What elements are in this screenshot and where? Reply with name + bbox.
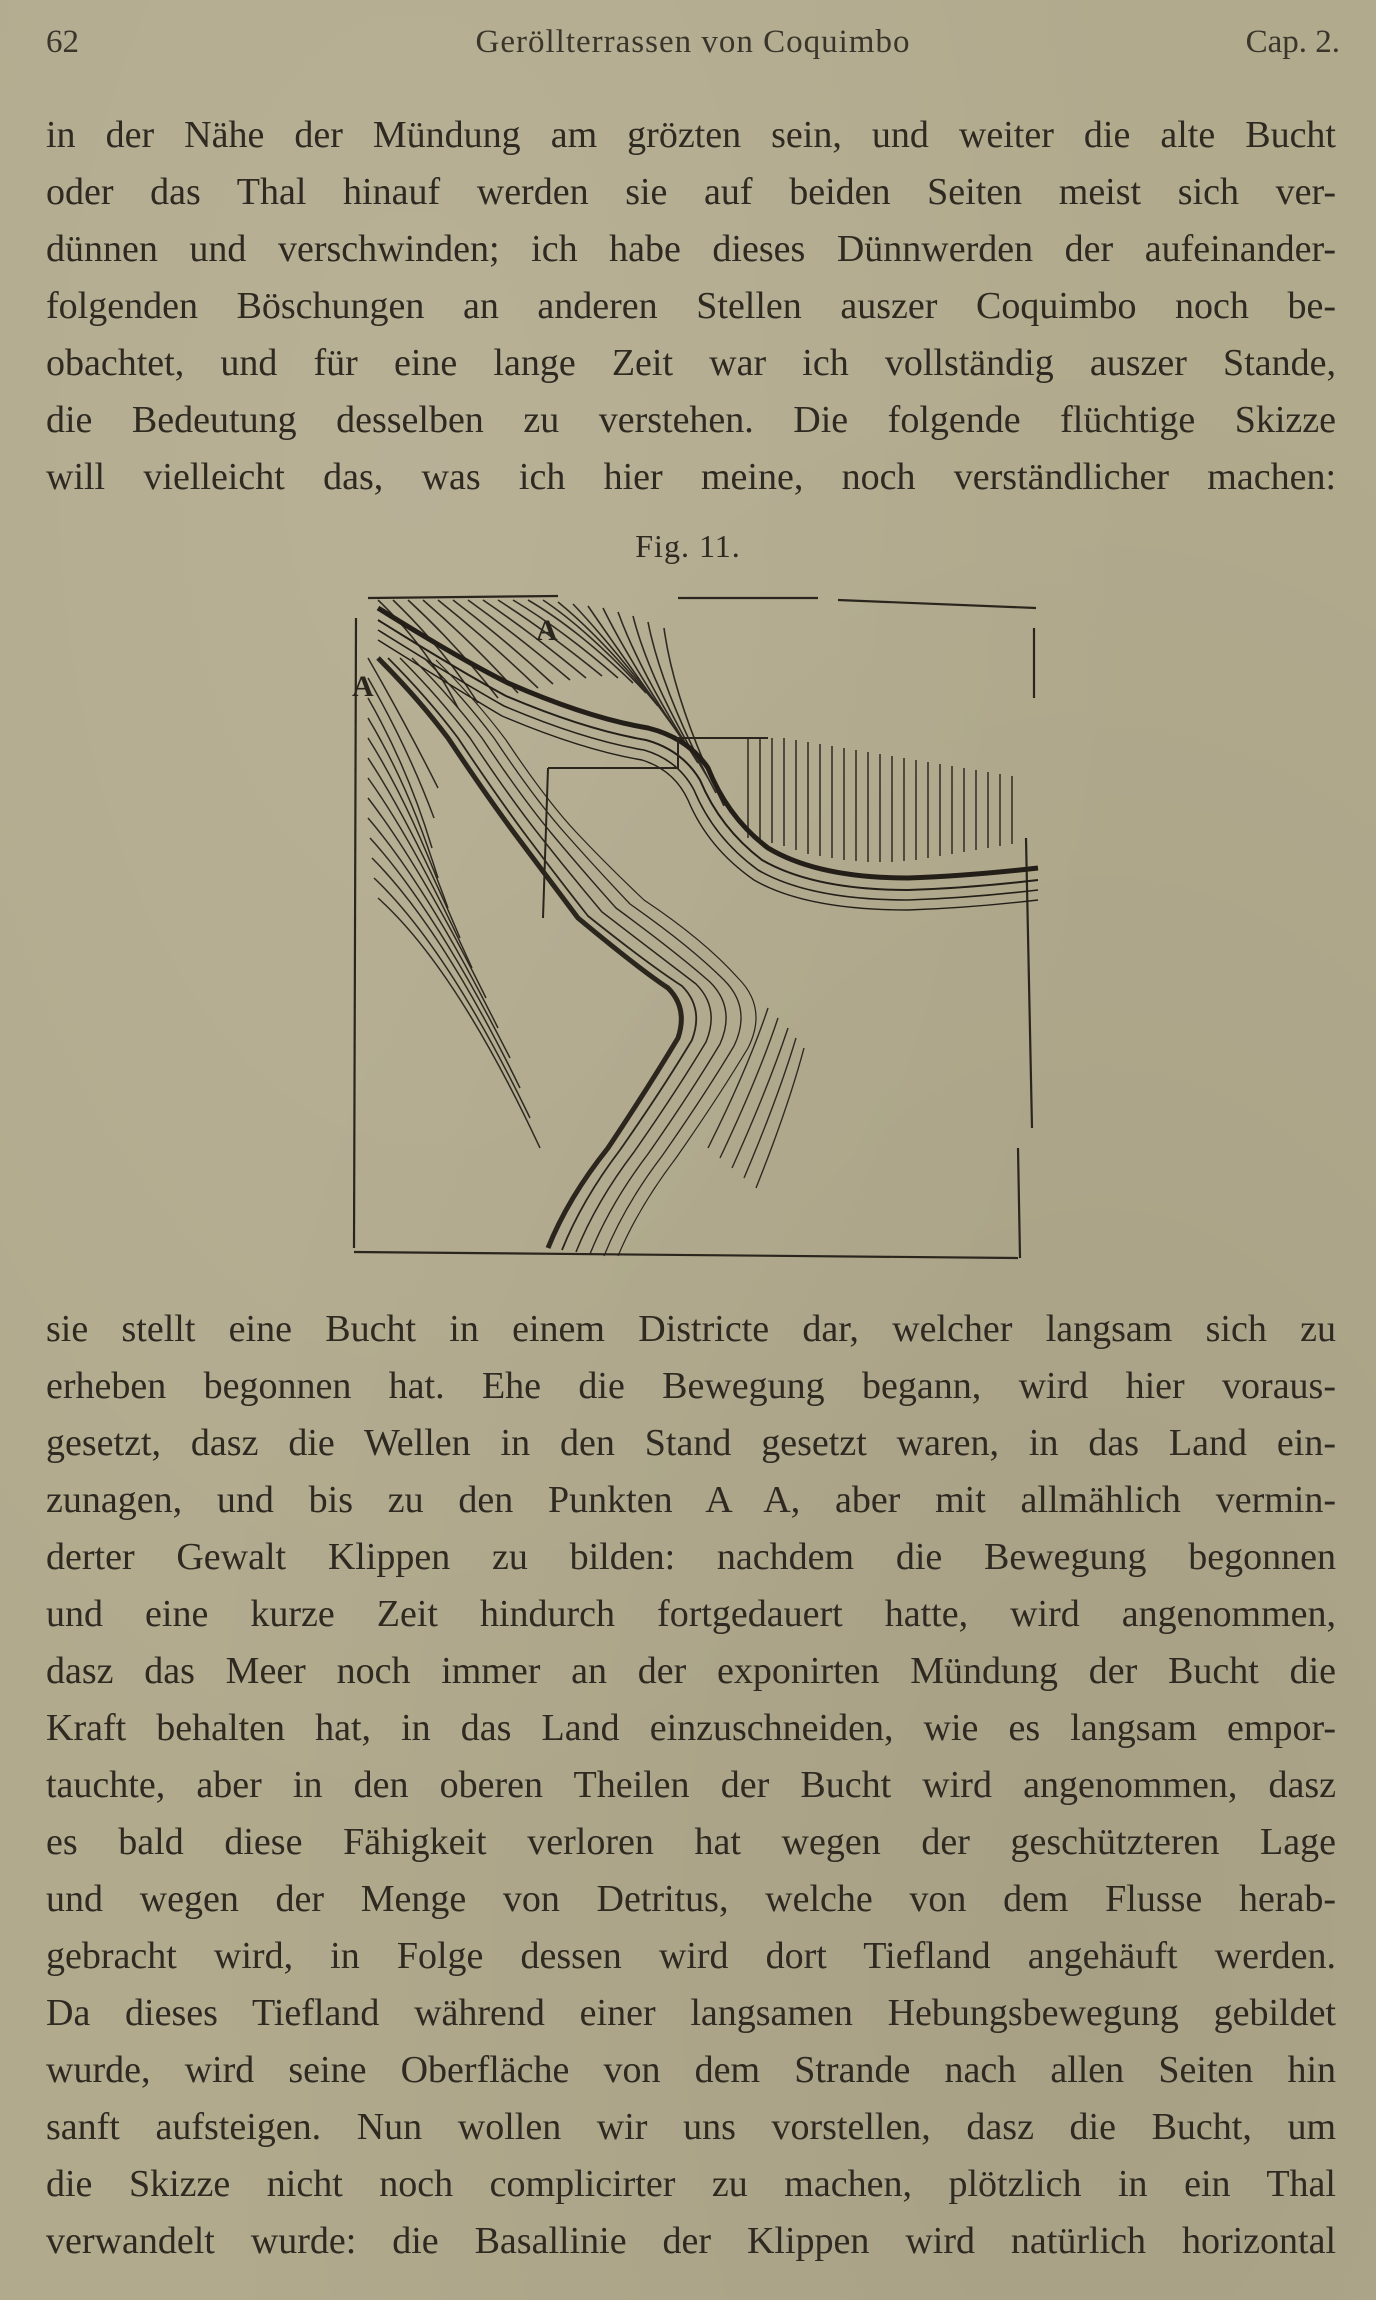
text-line: die Skizze nicht noch complicirter zu machen, plötzlich in ein Thal bbox=[46, 2163, 1336, 2205]
frame-left-line bbox=[354, 618, 356, 1248]
chapter-label: Cap. 2. bbox=[1245, 24, 1340, 60]
paragraph-bottom bbox=[46, 1301, 1336, 2270]
text-line: in der Nähe der Mündung am grözten sein, und weiter die alte Bucht bbox=[46, 114, 1336, 156]
text-line: will vielleicht das, was ich hier meine, noch verständlicher machen: bbox=[46, 456, 1336, 498]
bay-sketch-illustration bbox=[348, 588, 1048, 1268]
text-line: erheben begonnen hat. Ehe die Bewegung begann, wird hier voraus- bbox=[46, 1365, 1336, 1407]
text-line: dünnen und verschwinden; ich habe dieses Dünnwerden der aufeinander- bbox=[46, 228, 1336, 270]
text-line: derter Gewalt Klippen zu bilden: nachdem die Bewegung begonnen bbox=[46, 1536, 1336, 1578]
frame-right-line bbox=[1018, 628, 1034, 1258]
text-line: sie stellt eine Bucht in einem Districte dar, welcher langsam sich zu bbox=[46, 1308, 1336, 1350]
text-line: zunagen, und bis zu den Punkten A A, aber mit allmählich vermin- bbox=[46, 1479, 1336, 1521]
text-line: die Bedeutung desselben zu verstehen. Die folgende flüchtige Skizze bbox=[46, 399, 1336, 441]
text-line: es bald diese Fähigkeit verloren hat wegen der geschützteren Lage bbox=[46, 1821, 1336, 1863]
right-bank-hatching bbox=[748, 738, 1012, 862]
frame-bottom-line bbox=[354, 1252, 1018, 1258]
text-line: folgenden Böschungen an anderen Stellen auszer Coquimbo noch be- bbox=[46, 285, 1336, 327]
paragraph-top bbox=[46, 107, 1336, 506]
text-line: und wegen der Menge von Detritus, welche von dem Flusse herab- bbox=[46, 1878, 1336, 1920]
bay-interior-lines bbox=[378, 658, 756, 1256]
page-number: 62 bbox=[46, 24, 79, 60]
text-line: obachtet, und für eine lange Zeit war ich vollständig auszer Stande, bbox=[46, 342, 1336, 384]
text-line: verwandelt wurde: die Basallinie der Klippen wird natürlich horizontal bbox=[46, 2220, 1336, 2262]
running-title: Geröllterrassen von Coquimbo bbox=[475, 24, 911, 60]
figure-label-a-top: A bbox=[536, 614, 558, 647]
text-line: oder das Thal hinauf werden sie auf beiden Seiten meist sich ver- bbox=[46, 171, 1336, 213]
text-line: Kraft behalten hat, in das Land einzuschneiden, wie es langsam empor- bbox=[46, 1707, 1336, 1749]
text-line: und eine kurze Zeit hindurch fortgedauert hatte, wird angenommen, bbox=[46, 1593, 1336, 1635]
page-header bbox=[46, 24, 1340, 70]
lower-bank-hatching bbox=[708, 1008, 804, 1188]
text-line: sanft aufsteigen. Nun wollen wir uns vorstellen, dasz die Bucht, um bbox=[46, 2106, 1336, 2148]
text-line: gebracht wird, in Folge dessen wird dort Tiefland angehäuft werden. bbox=[46, 1935, 1336, 1977]
text-line: wurde, wird seine Oberfläche von dem Strande nach allen Seiten hin bbox=[46, 2049, 1336, 2091]
text-line: dasz das Meer noch immer an der exponirten Mündung der Bucht die bbox=[46, 1650, 1336, 1692]
text-line: Da dieses Tiefland während einer langsamen Hebungsbewegung gebildet bbox=[46, 1992, 1336, 2034]
frame-top-line bbox=[368, 596, 1036, 608]
text-line: tauchte, aber in den oberen Theilen der Bucht wird angenommen, dasz bbox=[46, 1764, 1336, 1806]
figure-caption: Fig. 11. bbox=[635, 528, 741, 564]
upper-cliff-line bbox=[378, 608, 1038, 910]
figure-bay-sketch bbox=[348, 588, 1048, 1268]
figure-label-a-left: A bbox=[352, 670, 374, 703]
text-line: gesetzt, dasz die Wellen in den Stand gesetzt waren, in das Land ein- bbox=[46, 1422, 1336, 1464]
